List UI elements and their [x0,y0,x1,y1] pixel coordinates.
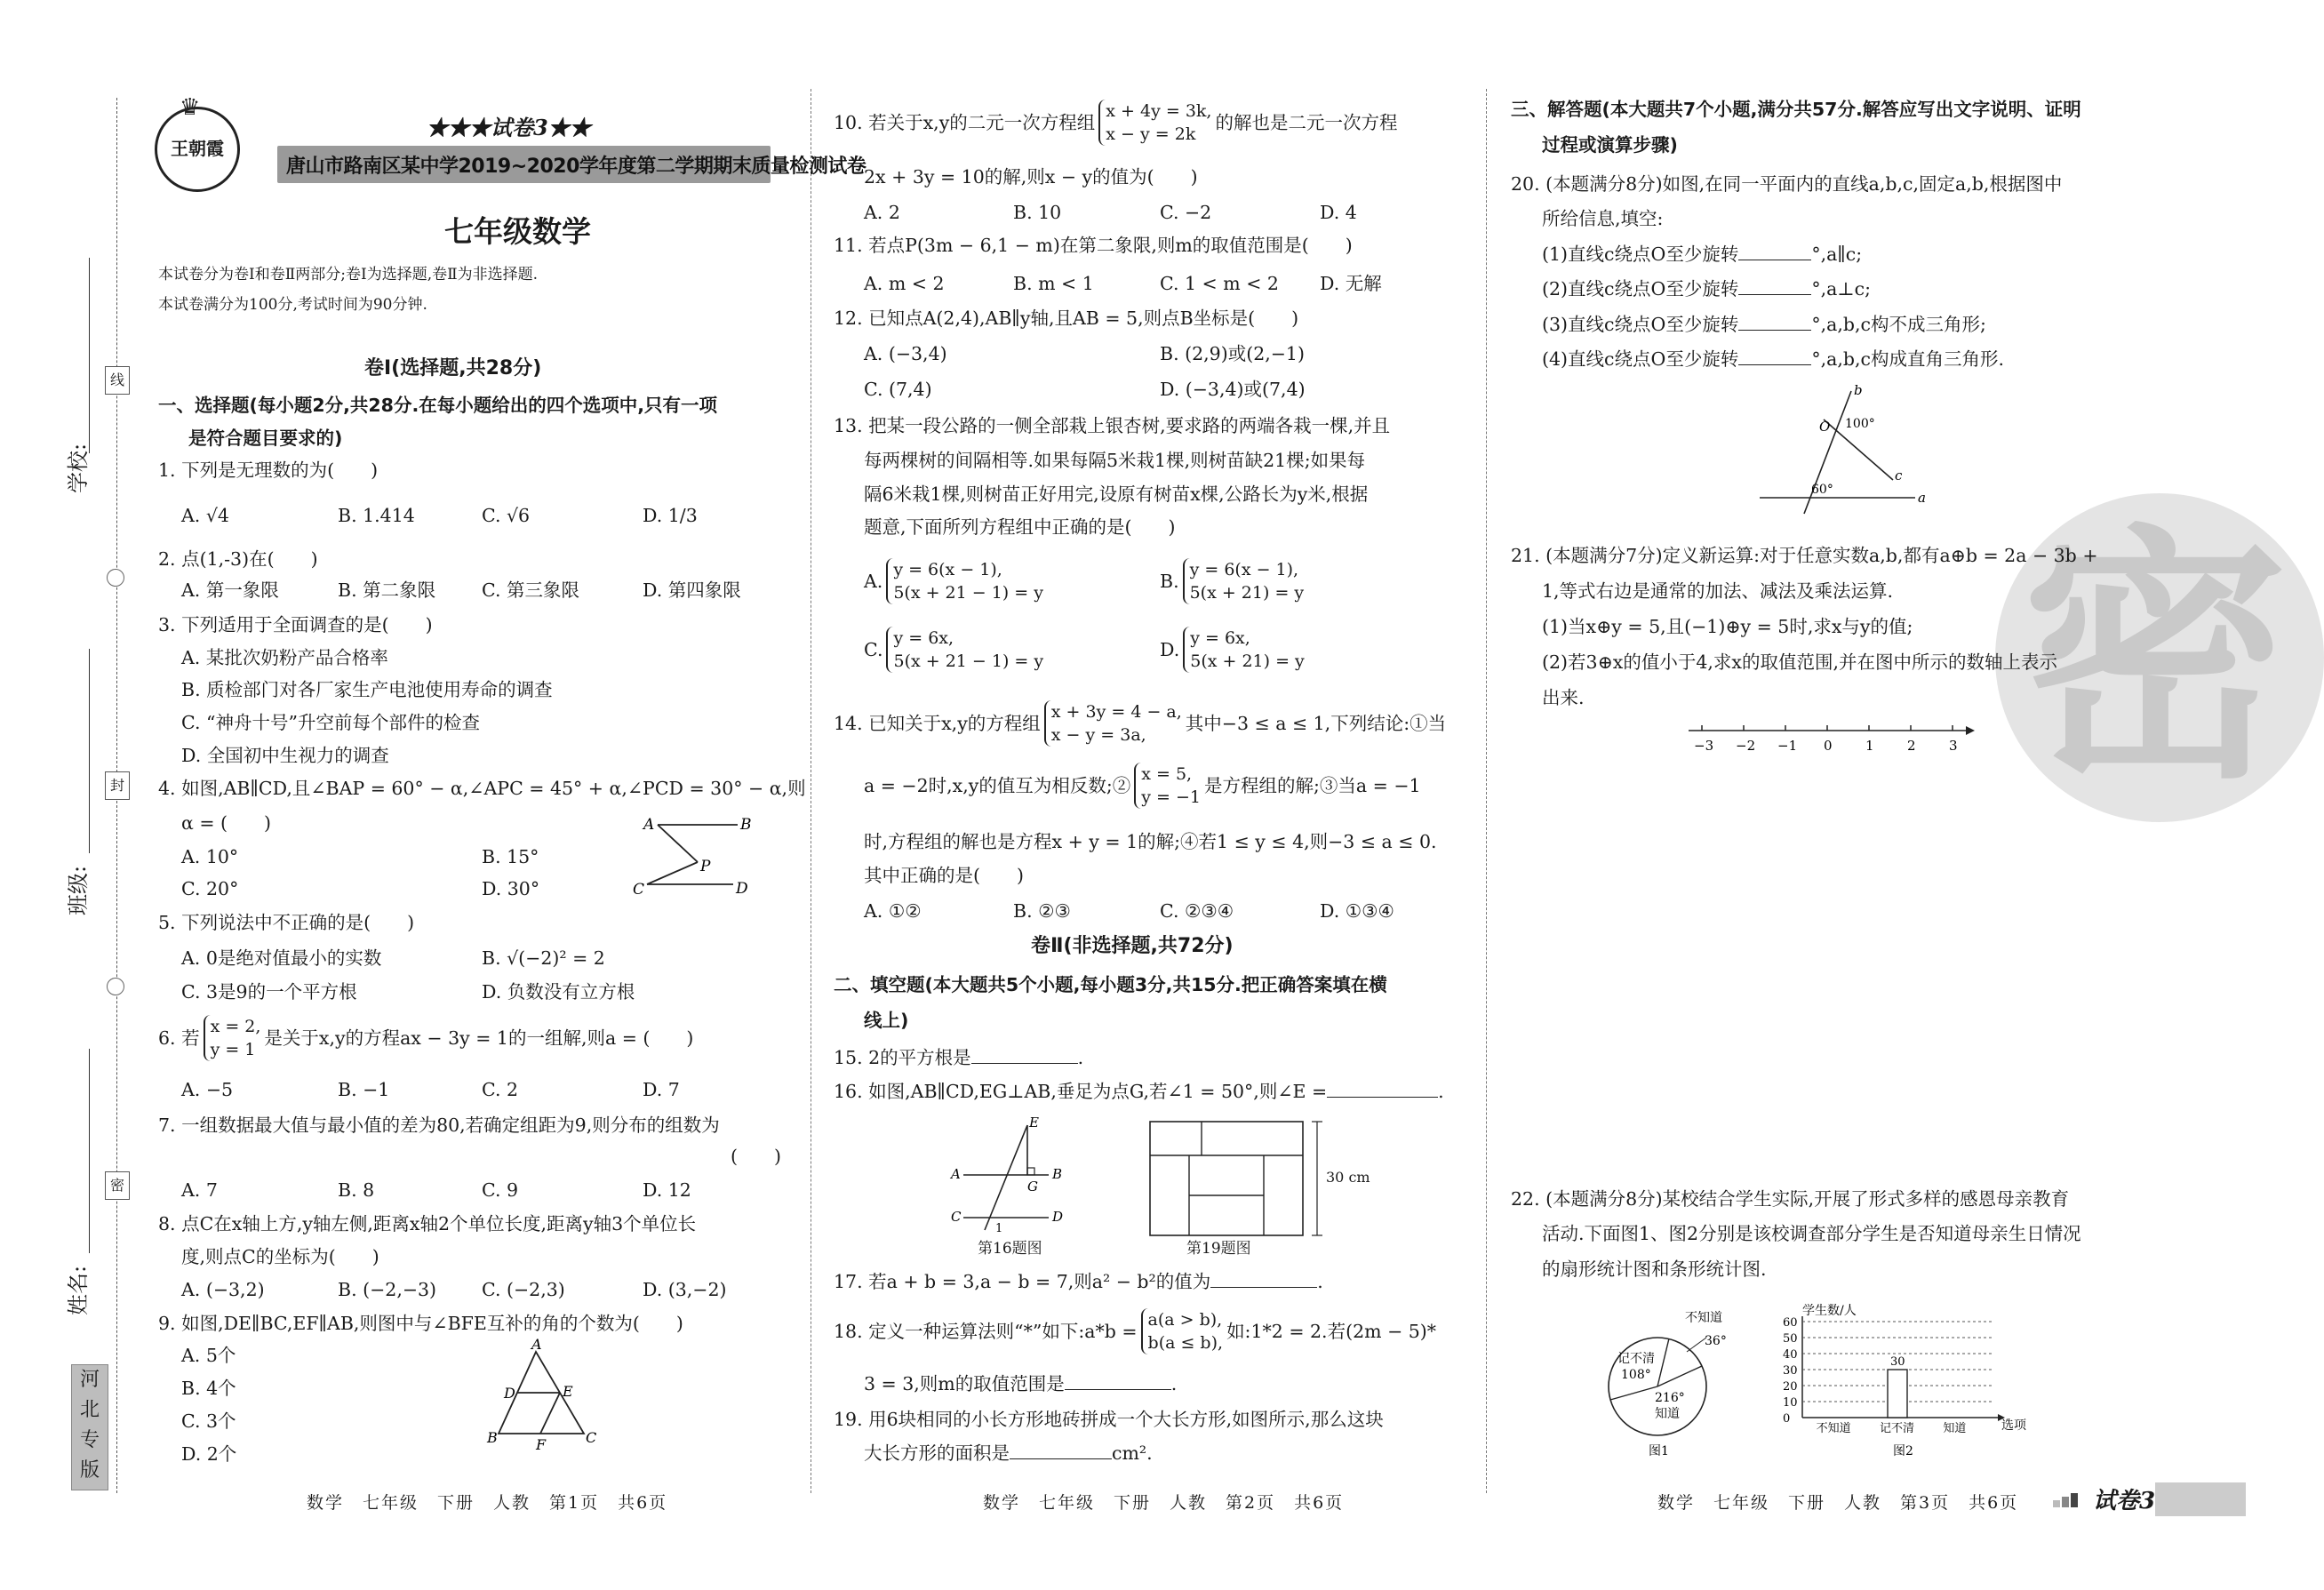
bar-category-label: 不知道 [1816,1422,1851,1435]
bar-ylabel: 学生数/人 [1802,1304,1857,1318]
q10-stem2: 2x + 3y = 10的解,则x − y的值为( ) [864,166,1198,188]
q2-option-d: D. 第四象限 [643,579,741,601]
paper-tag: ★★★试卷3★★ [427,115,591,140]
q14-s2: y = −1 [1141,787,1201,807]
q13-line3: 隔6米栽1棵,则树苗正好用完,设原有树苗x棵,公路长为y米,根据 [864,483,1369,505]
q18-system [1141,1308,1224,1354]
q16-fig-label: B [1052,1166,1063,1182]
q22-pie-chart [1591,1302,1742,1471]
bar-xlabel: 选项 [2001,1418,2026,1433]
q15-answer-blank[interactable] [971,1063,1078,1064]
q20-line2: 所给信息,填空: [1542,208,1664,229]
edition-char: 北 [79,1399,100,1421]
q6-option-b: B. −1 [338,1079,390,1100]
q17-end: . [1317,1271,1323,1292]
bar-y-tick-label: 30 [1783,1364,1798,1378]
q3-stem: 3. 下列适用于全面调查的是( ) [158,614,433,635]
q13-line4: 题意,下面所列方程组中正确的是( ) [864,516,1176,538]
footer-page-2: 数学 七年级 下册 人教 第2页 共6页 [983,1493,1345,1513]
q17-answer-blank[interactable] [1210,1287,1317,1288]
bar-category-label: 记不清 [1880,1422,1915,1435]
q9-fig-label: B [487,1429,498,1446]
q12-stem: 12. 已知点A(2,4),AB∥y轴,且AB = 5,则点B坐标是( ) [834,308,1299,329]
q22-line3: 的扇形统计图和条形统计图. [1542,1258,1767,1280]
pie-deg-forget: 108° [1621,1368,1651,1382]
q4-fig-label: B [740,816,752,834]
q14-line1 [834,700,1446,747]
number-line-tick-label: −3 [1694,738,1714,754]
q12-option-d: D. (−3,4)或(7,4) [1160,379,1306,400]
q10-option-c: C. −2 [1160,202,1212,223]
intro-1: 本试卷分为卷Ⅰ和卷Ⅱ两部分;卷Ⅰ为选择题,卷Ⅱ为非选择题. [158,266,539,284]
q13-a-system [886,558,1043,604]
q20-part4 [1542,348,2004,371]
q9-figure [484,1338,609,1453]
q20-p2-blank[interactable] [1738,294,1811,295]
q7-option-c: C. 9 [482,1179,519,1201]
bar-y-tick-label: 10 [1783,1396,1798,1410]
margin-seal-char: 封 [105,771,130,800]
pie-fig-caption: 图1 [1649,1444,1669,1458]
q19-figure [1146,1120,1324,1237]
q20-part1 [1542,243,1862,266]
q20-fig-label: O [1819,419,1831,435]
pie-label-know: 知道 [1655,1407,1680,1421]
number-line-tick-label: −2 [1736,738,1756,754]
q18-pre: 18. 定义一种运算法则“*”如下:a*b = [834,1321,1138,1342]
q18-line1 [834,1308,1436,1354]
q16-fig-label: G [1027,1179,1038,1194]
q5-option-b: B. √(−2)² = 2 [482,947,605,969]
q19-line2 [864,1442,1153,1465]
q1-option-b: B. 1.414 [338,505,415,526]
q9-option-b: B. 4个 [181,1378,236,1399]
q20-p4-blank[interactable] [1738,364,1811,365]
q22-line2: 活动.下面图1、图2分别是该校调查部分学生是否知道母亲生日情况 [1542,1223,2081,1244]
q14-option-a: A. ①② [864,900,922,922]
q13-c-system [886,627,1043,673]
edition-char: 河 [79,1369,100,1391]
q6-option-d: D. 7 [643,1079,680,1100]
q13-option-c [864,627,1047,673]
section3-line2: 过程或演算步骤) [1542,134,1678,156]
q20-line1: 20. (本题满分8分)如图,在同一平面内的直线a,b,c,固定a,b,根据图中 [1511,173,2063,195]
q3-option-a: A. 某批次奶粉产品合格率 [181,647,388,668]
q20-fig-label: 60° [1811,483,1833,497]
q10-eq2: x − y = 2k [1106,124,1196,144]
q10-option-a: A. 2 [864,202,900,223]
q4-figure [622,809,764,898]
q19-end: cm². [1112,1442,1153,1464]
q16-fig-label: A [951,1166,961,1182]
footer-page-3: 数学 七年级 下册 人教 第3页 共6页 [1657,1493,2019,1513]
edition-char: 版 [79,1459,100,1482]
name-label: 姓名: [66,1265,91,1315]
q4-fig-label: D [736,880,748,898]
q5-option-c: C. 3是9的一个平方根 [181,981,357,1003]
q20-fig-label: c [1895,467,1903,483]
q12-option-c: C. (7,4) [864,379,932,400]
school-label: 学校: [66,443,91,493]
q13-a-label: A. [864,571,883,592]
footer-tag: 试卷3 [2093,1488,2156,1514]
q11-option-d: D. 无解 [1320,273,1382,294]
section3-line1: 三、解答题(本大题共7个小题,满分共57分.解答应写出文字说明、证明 [1511,99,2081,120]
q6-eq1: x = 2, [210,1017,261,1036]
q14-line2 [864,763,1421,809]
q14-eq2: x − y = 3a, [1050,725,1146,745]
q21-line3: (1)当x⊕y = 5,且(−1)⊕y = 5时,求x与y的值; [1542,616,1913,637]
page-3 [1493,0,2288,1590]
q8-option-a: A. (−3,2) [181,1279,265,1300]
q13-b-eq2: 5(x + 21) = y [1189,583,1305,603]
number-line-tick-label: 1 [1865,738,1874,754]
q9-option-a: A. 5个 [181,1345,236,1366]
q11-stem: 11. 若点P(3m − 6,1 − m)在第二象限,则m的取值范围是( ) [834,235,1353,256]
q7-option-d: D. 12 [643,1179,691,1201]
q13-b-eq1: y = 6(x − 1), [1189,560,1299,579]
q18-eq1: a(a > b), [1147,1310,1223,1330]
q5-stem: 5. 下列说法中不正确的是( ) [158,912,415,933]
q9-fig-label: A [531,1336,542,1353]
q9-fig-label: F [536,1436,547,1453]
q14-option-b: B. ②③ [1013,900,1071,922]
q9-fig-label: D [504,1385,515,1402]
q16-fig-label: D [1052,1209,1064,1225]
class-label: 班级: [66,865,91,915]
q10-post: 的解也是二元一次方程 [1215,112,1398,133]
q3-option-d: D. 全国初中生视力的调查 [181,745,389,766]
q13-d-system [1183,627,1305,673]
q14-l2pre: a = −2时,x,y的值互为相反数;② [864,775,1131,796]
bar-fig-caption: 图2 [1893,1444,1913,1458]
q2-stem: 2. 点(1,-3)在( ) [158,548,318,570]
q20-p3-end: °,a,b,c构不成三角形; [1811,314,1986,335]
bar-y-tick-label: 50 [1783,1332,1798,1346]
q13-a-eq2: 5(x + 21 − 1) = y [893,583,1043,603]
q21-number-line [1680,711,1982,764]
number-line-tick-label: −1 [1777,738,1798,754]
q19-caption: 第19题图 [1186,1240,1251,1258]
q18-end: . [1170,1373,1178,1394]
q2-option-a: A. 第一象限 [181,579,279,601]
q14-pre: 14. 已知关于x,y的方程组 [834,713,1041,734]
q9-option-c: C. 3个 [181,1410,236,1432]
q10-option-b: B. 10 [1013,202,1062,223]
q6-line [158,1015,693,1061]
q11-option-c: C. 1 < m < 2 [1160,273,1279,294]
q7-stem: 7. 一组数据最大值与最小值的差为80,若确定组距为9,则分布的组数为 [158,1115,720,1136]
q22-bar-chart [1760,1302,2044,1471]
q20-p4-end: °,a,b,c构成直角三角形. [1811,348,2004,370]
pie-label-unknown: 不知道 [1685,1311,1722,1325]
q14-solution [1134,763,1201,809]
pie-label-forget: 记不清 [1617,1352,1655,1366]
q8-stem2: 度,则点C的坐标为( ) [181,1246,379,1267]
q16-stem: 16. 如图,AB∥CD,EG⊥AB,垂足为点G,若∠1 = 50°,则∠E = [834,1081,1328,1102]
q20-p4: (4)直线c绕点O至少旋转 [1542,348,1739,370]
pie-deg-unknown: 36° [1705,1334,1727,1348]
paper-title: 唐山市路南区某中学2019~2020学年度第二学期期末质量检测试卷 [286,156,867,178]
q20-fig-label: b [1854,382,1863,398]
part2-title: 卷Ⅱ(非选择题,共72分) [1031,935,1234,957]
q12-option-a: A. (−3,4) [864,343,947,364]
q18-line2 [864,1372,1177,1395]
q11-option-b: B. m < 1 [1013,273,1094,294]
footer-page-1: 数学 七年级 下册 人教 第1页 共6页 [307,1493,668,1513]
q20-p3: (3)直线c绕点O至少旋转 [1542,314,1739,335]
q8-option-d: D. (3,−2) [643,1279,727,1300]
q1-stem: 1. 下列是无理数的为( ) [158,459,379,481]
q4-option-c: C. 20° [181,878,239,899]
number-line-tick-label: 0 [1824,738,1833,754]
q5-option-a: A. 0是绝对值最小的实数 [181,947,382,969]
q8-option-c: C. (−2,3) [482,1279,565,1300]
q15-stem: 15. 2的平方根是 [834,1047,971,1068]
q17-line [834,1270,1323,1293]
q21-line5: 出来. [1542,687,1585,708]
q4-option-d: D. 30° [482,878,540,899]
q4-option-a: A. 10° [181,846,239,867]
q20-figure [1760,382,1937,515]
section2-line1: 二、填空题(本大题共5个小题,每小题3分,共15分.把正确答案填在横 [834,974,1387,995]
q14-s1: x = 5, [1141,764,1193,784]
q9-stem: 9. 如图,DE∥BC,EF∥AB,则图中与∠BFE互补的角的个数为( ) [158,1313,683,1334]
q13-c-label: C. [864,639,883,660]
q8-option-b: B. (−2,−3) [338,1279,437,1300]
q12-option-b: B. (2,9)或(2,−1) [1160,343,1305,364]
q15-line [834,1046,1083,1069]
q14-option-d: D. ①③④ [1320,900,1394,922]
q13-d-eq1: y = 6x, [1190,628,1250,648]
q4-fig-label: C [633,881,645,899]
q13-option-a [864,558,1047,604]
bar-y-tick-label: 60 [1783,1316,1798,1330]
q9-fig-label: C [586,1429,597,1446]
q1-option-a: A. √4 [181,505,229,526]
q1-option-c: C. √6 [482,505,531,526]
q22-line1: 22. (本题满分8分)某校结合学生实际,开展了形式多样的感恩母亲教育 [1511,1188,2070,1210]
bar-category-label: 知道 [1943,1422,1967,1435]
q18-l2: 3 = 3,则m的取值范围是 [864,1373,1065,1394]
pie-deg-know: 216° [1655,1391,1685,1405]
number-line-tick-label: 2 [1907,738,1916,754]
q4-stem: 4. 如图,AB∥CD,且∠BAP = 60° − α,∠APC = 45° + α,∠PCD = 30° − α,则 [158,778,806,799]
q3-option-b: B. 质检部门对各厂家生产电池使用寿命的调查 [181,679,553,700]
q1-option-d: D. 1/3 [643,505,698,526]
q9-option-d: D. 2个 [181,1443,237,1465]
q20-part2 [1542,277,1871,300]
q19-dimension: 30 cm [1326,1169,1370,1186]
q7-paren: ( ) [731,1146,781,1167]
q9-fig-label: E [563,1383,573,1400]
edition-char: 专 [79,1429,100,1451]
q16-line [834,1080,1444,1103]
q13-c-eq2: 5(x + 21 − 1) = y [893,651,1044,671]
q18-eq2: b(a ≤ b), [1147,1333,1224,1353]
q4-option-b: B. 15° [482,846,539,867]
footer-tag-bar [2155,1482,2246,1516]
q16-answer-blank[interactable] [1327,1097,1438,1098]
q6-eq2: y = 1 [210,1040,256,1059]
q21-line4: (2)若3⊕x的值小于4,求x的取值范围,并在图中所示的数轴上表示 [1542,651,2057,673]
margin-close-char: 密 [105,1171,130,1200]
section1-line2: 是符合题目要求的) [188,427,343,449]
q4-fig-label: A [643,816,655,834]
q5-option-d: D. 负数没有立方根 [482,981,635,1003]
q6-option-c: C. 2 [482,1079,519,1100]
q6-pre: 6. 若 [158,1027,200,1049]
q20-p2: (2)直线c绕点O至少旋转 [1542,278,1739,300]
section2-line2: 线上) [864,1010,909,1031]
q3-option-c: C. “神舟十号”升空前每个部件的检查 [181,712,480,733]
q14-system [1044,700,1182,747]
q10-eq1: x + 4y = 3k, [1106,101,1212,121]
part1-title: 卷Ⅰ(选择题,共28分) [364,357,542,380]
footer-blocks [2053,1493,2088,1511]
margin-line-char: 线 [105,366,130,395]
logo-text: 王朝霞 [171,138,224,159]
q20-fig-label: a [1918,490,1926,506]
q16-end: . [1438,1081,1444,1102]
q4-stem2: α = ( ) [181,812,272,834]
q20-fig-label: 100° [1845,417,1875,431]
q10-option-d: D. 4 [1320,202,1357,223]
bar [1888,1370,1907,1418]
q20-p2-end: °,a⊥c; [1811,278,1871,300]
crown-icon: ♛ [180,94,201,121]
number-line-tick-label: 3 [1949,738,1958,754]
bar-y-tick-label: 0 [1783,1412,1791,1426]
q10-line [834,100,1397,146]
q21-line2: 1,等式右边是通常的加法、减法及乘法运算. [1542,580,1894,602]
q7-option-a: A. 7 [181,1179,218,1201]
q13-line1: 13. 把某一段公路的一侧全部栽上银杏树,要求路的两端各栽一棵,并且 [834,415,1391,436]
q13-a-eq1: y = 6(x − 1), [893,560,1002,579]
q14-option-c: C. ②③④ [1160,900,1234,922]
q20-p1-end: °,a∥c; [1811,244,1863,265]
q13-b-label: B. [1160,571,1179,592]
q10-system [1098,100,1211,146]
q14-line3: 时,方程组的解也是方程x + y = 1的解;④若1 ≤ y ≤ 4,则−3 ≤ a ≤ 0. [864,831,1437,852]
q21-line1: 21. (本题满分7分)定义新运算:对于任意实数a,b,都有a⊕b = 2a − 3b + [1511,545,2098,566]
q19-line1: 19. 用6块相同的小长方形地砖拼成一个大长方形,如图所示,那么这块 [834,1409,1384,1430]
q6-post: 是关于x,y的方程ax − 3y = 1的一组解,则a = ( ) [264,1027,694,1049]
q2-option-c: C. 第三象限 [482,579,579,601]
q14-post: 其中−3 ≤ a ≤ 1,下列结论:①当 [1185,713,1447,734]
q13-c-eq1: y = 6x, [893,628,954,648]
page-2 [818,0,1493,1590]
q16-fig-label: C [951,1209,962,1225]
q10-pre: 10. 若关于x,y的二元一次方程组 [834,112,1096,133]
q19-answer-blank[interactable] [1010,1458,1112,1459]
q16-fig-label: E [1029,1115,1039,1131]
page-1 [0,0,867,1590]
q6-option-a: A. −5 [181,1079,234,1100]
q14-line4: 其中正确的是( ) [864,865,1024,886]
page-divider-2 [1486,89,1487,1493]
q18-answer-blank[interactable] [1065,1389,1171,1390]
q14-l2post: 是方程组的解;③当a = −1 [1203,775,1421,796]
q20-part3 [1542,313,1986,336]
q16-caption: 第16题图 [978,1240,1042,1258]
q16-figure [951,1115,1066,1242]
q7-option-b: B. 8 [338,1179,375,1201]
watermark-char: 密 [2022,500,2288,814]
q13-d-label: D. [1160,639,1180,660]
q19-l2: 大长方形的面积是 [864,1442,1010,1464]
q18-post: 如:1*2 = 2.若(2m − 5)* [1226,1321,1437,1342]
q13-b-system [1183,558,1305,604]
q13-d-eq2: 5(x + 21) = y [1190,651,1305,671]
bar-y-tick-label: 20 [1783,1380,1798,1394]
intro-2: 本试卷满分为100分,考试时间为90分钟. [158,296,427,314]
bar-value-label: 30 [1890,1355,1905,1369]
section1-line1: 一、选择题(每小题2分,共28分.在每小题给出的四个选项中,只有一项 [158,395,718,416]
bar-y-tick-label: 40 [1783,1348,1798,1362]
q4-fig-label: P [700,858,711,875]
q13-option-b [1160,558,1307,604]
q8-stem: 8. 点C在x轴上方,y轴左侧,距离x轴2个单位长度,距离y轴3个单位长 [158,1213,697,1234]
q15-end: . [1077,1047,1084,1068]
q14-eq1: x + 3y = 4 − a, [1050,702,1182,722]
q2-option-b: B. 第二象限 [338,579,436,601]
subject-title: 七年级数学 [444,214,591,249]
q20-p1: (1)直线c绕点O至少旋转 [1542,244,1739,265]
q13-option-d [1160,627,1308,673]
q13-line2: 每两棵树的间隔相等.如果每隔5米栽1棵,则树苗缺21棵;如果每 [864,450,1366,471]
q11-option-a: A. m < 2 [864,273,945,294]
q17-stem: 17. 若a + b = 3,a − b = 7,则a² − b²的值为 [834,1271,1211,1292]
q6-system [204,1015,261,1061]
q16-fig-label: 1 [995,1222,1003,1235]
q20-p3-blank[interactable] [1738,330,1811,331]
